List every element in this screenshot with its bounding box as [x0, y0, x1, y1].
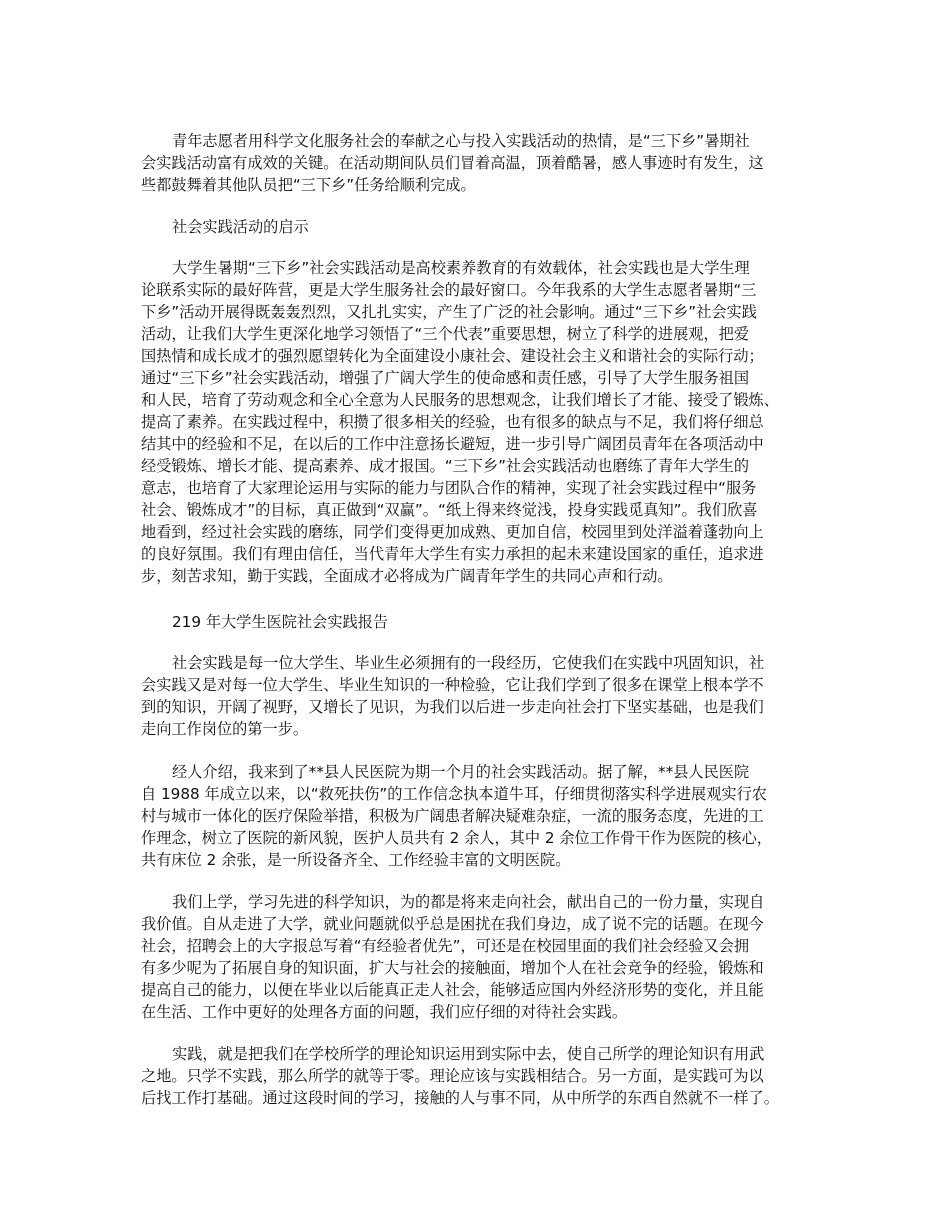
text-line: 论联系实际的最好阵营，更是大学生服务社会的最好窗口。今年我系的大学生志愿者暑期“三 [141, 281, 757, 299]
text-line: 大学生暑期“三下乡”社会实践活动是高校素养教育的有效载体，社会实践也是大学生理 [172, 259, 750, 277]
section-heading-hospital-report [141, 611, 821, 633]
text-line: 在生活、工作中更好的处理各方面的问题，我们应仔细的对待社会实践。 [141, 1003, 627, 1021]
text-line: 自 1988 年成立以来，以“救死扶伤”的工作信念执本道牛耳，仔细贯彻落实科学进展观实行农 [141, 785, 767, 803]
text-line: 地看到，经过社会实践的磨练，同学们变得更加成熟、更加自信，校园里到处洋溢着蓬勃向上 [141, 523, 764, 541]
text-line: 经人介绍，我来到了**县人民医院为期一个月的社会实践活动。据了解，**县人民医院 [172, 763, 750, 781]
text-line: 的良好氛围。我们有理由信任，当代青年大学生有实力承担的起未来建设国家的重任，追求进 [141, 545, 764, 563]
paragraph-social-practice [141, 652, 821, 740]
text-line: 和人民，培育了劳动观念和全心全意为人民服务的思想观念，让我们增长了才能、接受了锻炼、 [141, 391, 779, 409]
paragraph-study-purpose [141, 891, 821, 1023]
text-line: 村与城市一体化的医疗保险举措，积极为广阔患者解决疑难杂症，一流的服务态度，先进的工 [141, 807, 764, 825]
paragraph-volunteer-dedication [141, 130, 821, 196]
section-heading: 219 年大学生医院社会实践报告 [172, 613, 389, 631]
text-line: 我价值。自从走进了大学，就业问题就似乎总是困扰在我们身边，成了说不完的话题。在现今 [141, 915, 764, 933]
text-line: 国热情和成长成才的强烈愿望转化为全面建设小康社会、建设社会主义和谐社会的实际行动； [141, 347, 764, 365]
text-line: 社会实践是每一位大学生、毕业生必须拥有的一段经历，它使我们在实践中巩固知识，社 [172, 654, 765, 672]
text-line: 意志，也培育了大家理论运用与实际的能力与团队合作的精神，实现了社会实践过程中“服务 [141, 479, 757, 497]
text-line: 提高自己的能力，以便在毕业以后能真正走人社会，能够适应国内外经济形势的变化，并且能 [141, 981, 764, 999]
text-line: 提高了素养。在实践过程中，积攒了很多相关的经验，也有很多的缺点与不足，我们将仔细总 [141, 413, 764, 431]
paragraph-practice-theory [141, 1043, 821, 1109]
text-line: 社会、锻炼成才”的目标，真正做到“双赢”。“纸上得来终觉浅，投身实践觅真知”。我们欣喜 [141, 501, 758, 519]
paragraph-enlightenment [141, 257, 821, 587]
text-line: 步，刻苦求知，勤于实践，全面成才必将成为广阔青年学生的共同心声和行动。 [141, 567, 673, 585]
text-line: 通过“三下乡”社会实践活动，增强了广阔大学生的使命感和责任感，引导了大学生服务祖国 [141, 369, 750, 387]
text-line: 实践，就是把我们在学校所学的理论知识运用到实际中去，使自己所学的理论知识有用武 [172, 1045, 765, 1063]
text-line: 结其中的经验和不足，在以后的工作中注意扬长避短，进一步引导广阔团员青年在各项活动中 [141, 435, 764, 453]
text-line: 走向工作岗位的第一步。 [141, 720, 309, 738]
text-line: 会实践活动富有成效的关键。在活动期间队员们冒着高温，顶着酷暑，感人事迹时有发生，这 [141, 154, 764, 172]
text-line: 活动，让我们大学生更深化地学习领悟了“三个代表”重要思想，树立了科学的进展观，把爱 [141, 325, 750, 343]
text-line: 到的知识，开阔了视野，又增长了见识，为我们以后进一步走向社会打下坚实基础，也是我们 [141, 698, 764, 716]
text-line: 我们上学，学习先进的科学知识，为的都是将来走向社会，献出自己的一份力量，实现自 [172, 893, 765, 911]
text-line: 共有床位 2 余张，是一所设备齐全、工作经验丰富的文明医院。 [141, 851, 571, 869]
paragraph-hospital-intro [141, 761, 821, 871]
section-heading-enlightenment [141, 216, 821, 238]
text-line: 社会，招聘会上的大字报总写着“有经验者优先”，可还是在校园里面的我们社会经验又会拥 [141, 937, 750, 955]
text-line: 会实践又是对每一位大学生、毕业生知识的一种检验，它让我们学到了很多在课堂上根本学不 [141, 676, 764, 694]
text-line: 有多少呢为了拓展自身的知识面，扩大与社会的接触面，增加个人在社会竞争的经验，锻炼和 [141, 959, 764, 977]
text-line: 青年志愿者用科学文化服务社会的奉献之心与投入实践活动的热情，是“三下乡”暑期社 [172, 132, 750, 150]
section-heading: 社会实践活动的启示 [172, 218, 309, 236]
text-line: 下乡”活动开展得既轰轰烈烈，又扎扎实实，产生了广泛的社会影响。通过“三下乡”社会实践 [141, 303, 757, 321]
text-line: 之地。只学不实践，那么所学的就等于零。理论应该与实践相结合。另一方面，是实践可为以 [141, 1067, 764, 1085]
text-line: 经受锻炼、增长才能、提高素养、成才报国。“三下乡”社会实践活动也磨练了青年大学生的 [141, 457, 750, 475]
text-line: 些都鼓舞着其他队员把“三下乡”任务给顺利完成。 [141, 176, 476, 194]
text-line: 后找工作打基础。通过这段时间的学习，接触的人与事不同，从中所学的东西自然就不一样了。 [141, 1089, 779, 1107]
text-line: 作理念，树立了医院的新风貌，医护人员共有 2 余人，其中 2 余位工作骨干作为医院的核心， [141, 829, 772, 847]
